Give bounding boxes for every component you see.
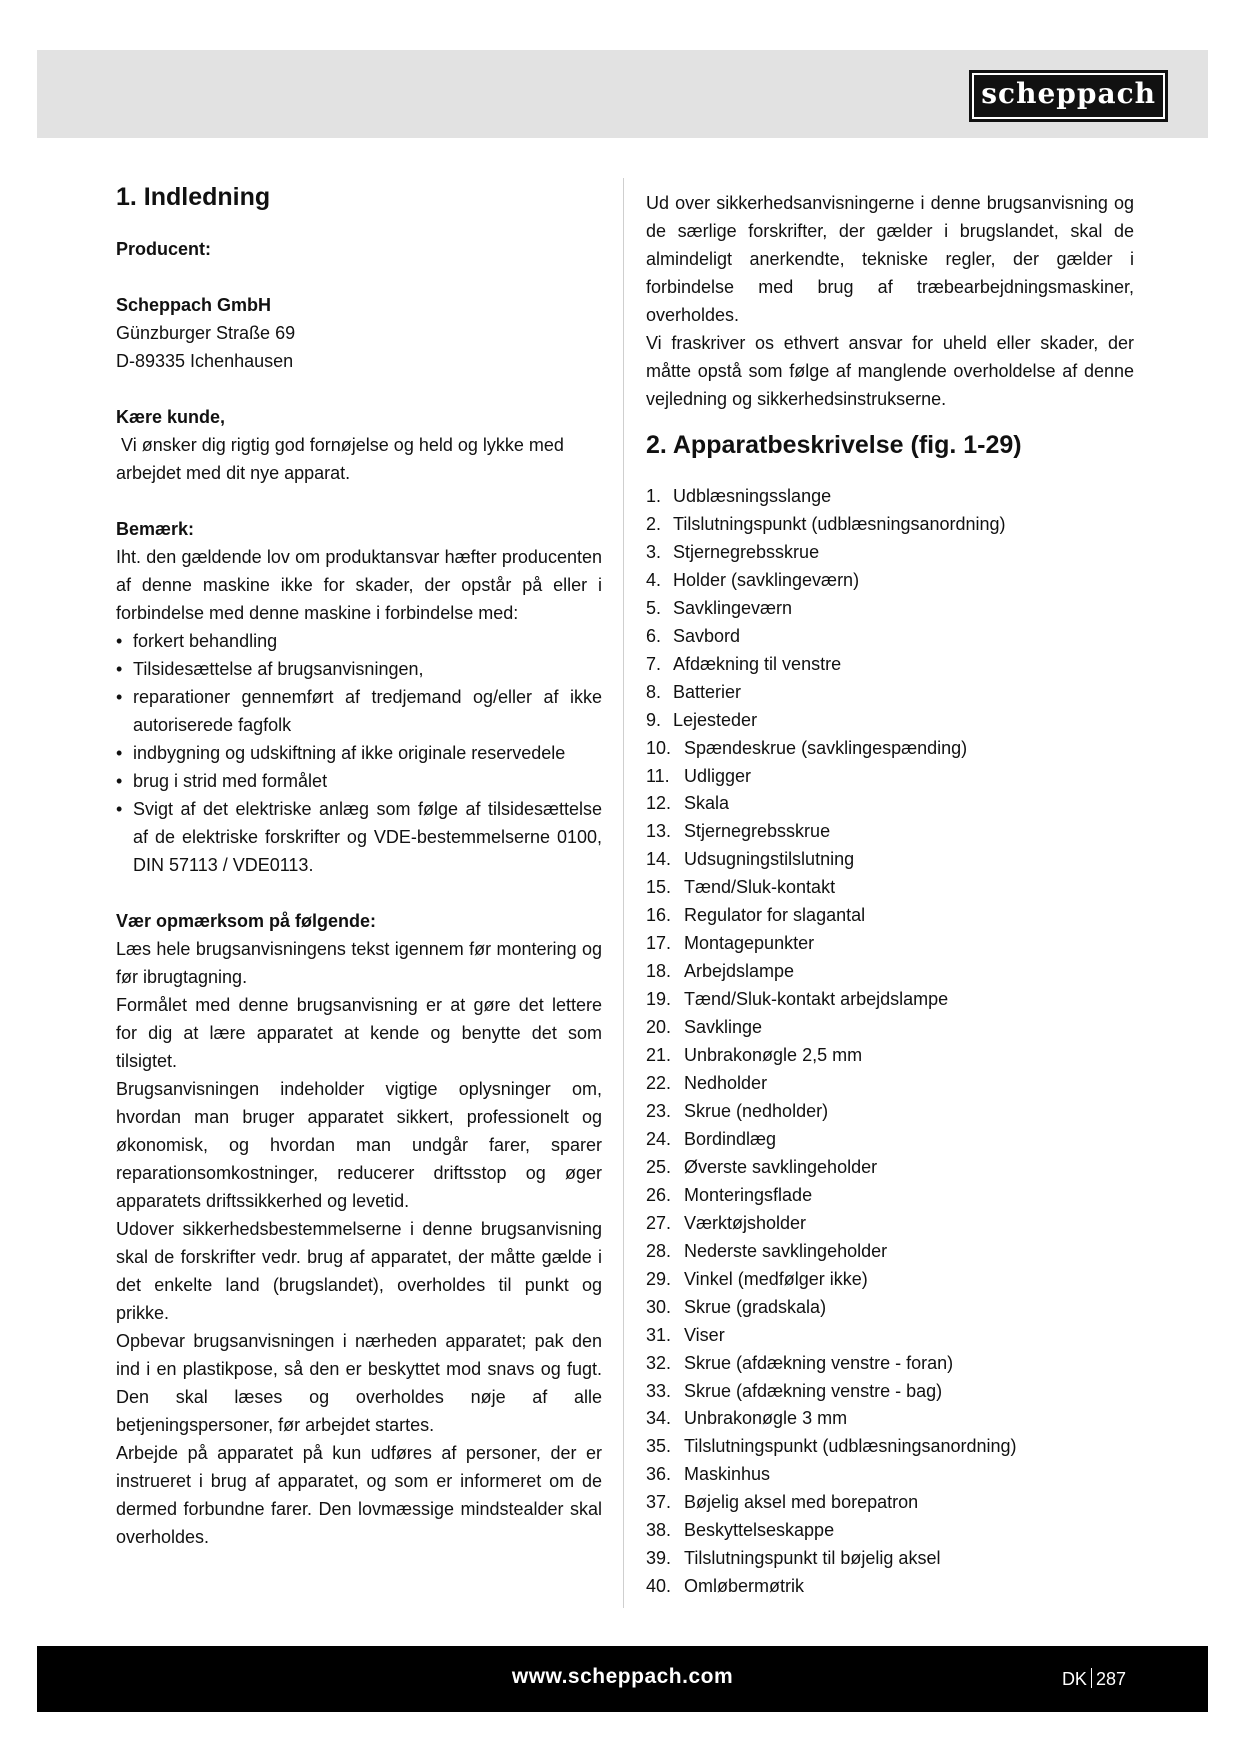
part-label: Bøjelig aksel med borepatron	[684, 1492, 919, 1513]
part-label: Savklingeværn	[673, 597, 793, 618]
paragraph: Læs hele brugsanvisningens tekst igennem før montering og før ibrugtagning.	[116, 939, 602, 987]
part-number: 39.	[646, 1548, 672, 1569]
part-number: 38.	[646, 1520, 672, 1541]
list-item: • Tilsidesættelse af brugsanvisningen,	[116, 655, 602, 683]
liability-list	[116, 627, 602, 879]
part-label: Beskyttelseskappe	[684, 1520, 835, 1541]
section-title-introduction: 1. Indledning	[116, 183, 271, 211]
part-label: Tilslutningspunkt (udblæsningsanordning)	[673, 513, 1006, 534]
list-item: • reparationer gennemført af tredjemand og/eller af ikke autoriserede fagfolk	[116, 683, 602, 739]
part-label: Viser	[684, 1324, 725, 1345]
list-item	[646, 1098, 1134, 1126]
part-label: Udsugningstilslutning	[684, 849, 855, 870]
part-label: Unbrakonøgle 3 mm	[684, 1408, 848, 1429]
part-label: Montagepunkter	[684, 933, 815, 954]
list-item	[646, 1266, 1134, 1294]
part-number: 12.	[646, 793, 672, 814]
part-label: Udblæsningsslange	[673, 486, 832, 506]
page-header	[37, 50, 1208, 138]
part-number: 25.	[646, 1156, 672, 1177]
part-number: 20.	[646, 1017, 672, 1038]
part-label: Afdækning til venstre	[673, 653, 842, 674]
part-number: 17.	[646, 933, 672, 954]
scheppach-logo: scheppach	[969, 70, 1168, 122]
list-item	[646, 679, 1134, 707]
part-number: 18.	[646, 961, 672, 982]
company-name: Scheppach GmbH	[116, 295, 272, 315]
part-label: Skrue (nedholder)	[684, 1100, 829, 1121]
greeting: Kære kunde,	[116, 407, 226, 427]
part-label: Bordindlæg	[684, 1128, 777, 1149]
part-number: 9.	[646, 709, 662, 730]
part-label: Øverste savklingeholder	[684, 1156, 878, 1177]
part-number: 24.	[646, 1128, 672, 1149]
part-label: Tænd/Sluk-kontakt	[684, 877, 836, 898]
part-number: 23.	[646, 1100, 672, 1121]
list-item	[646, 1489, 1134, 1517]
part-label: Skrue (afdækning venstre - foran)	[684, 1352, 954, 1373]
paragraph: Brugsanvisningen indeholder vigtige oplysninger om, hvordan man bruger apparatet sikkert, professionelt og økonomisk, og hvordan man undgår farer, sparer reparationsomkostninger, reducerer driftsstop og øger apparatets driftssikkerhed og levetid.	[116, 1079, 602, 1211]
list-item	[646, 1378, 1134, 1406]
part-label: Savbord	[673, 625, 741, 646]
list-item	[646, 595, 1134, 623]
part-number: 7.	[646, 653, 662, 674]
list-item	[646, 651, 1134, 679]
part-label: Nederste savklingeholder	[684, 1240, 888, 1261]
part-label: Udligger	[684, 765, 752, 786]
part-number: 19.	[646, 989, 672, 1010]
paragraph: Arbejde på apparatet på kun udføres af personer, der er instrueret i brug af apparatet, og som er informeret om de dermed forbundne farer. Den lovmæssige mindstealder skal overholdes.	[116, 1443, 602, 1547]
part-number: 21.	[646, 1045, 672, 1066]
part-label: Holder (savklingeværn)	[673, 569, 860, 590]
part-label: Skrue (gradskala)	[684, 1296, 827, 1317]
attention-label: Vær opmærksom på følgende:	[116, 911, 377, 931]
part-label: Arbejdslampe	[684, 961, 795, 982]
paragraph: Udover sikkerhedsbestemmelserne i denne brugsanvisning skal de forskrifter vedr. brug af apparatet, der måtte gælde i det enkelte land (brugslandet), overholdes til punkt og prikke.	[116, 1219, 602, 1323]
part-number: 2.	[646, 513, 662, 534]
list-item	[646, 1154, 1134, 1182]
list-item	[646, 1294, 1134, 1322]
part-label: Batterier	[673, 681, 742, 702]
part-number: 33.	[646, 1380, 672, 1401]
part-label: Vinkel (medfølger ikke)	[684, 1268, 868, 1289]
company-city: D-89335 Ichenhausen	[116, 351, 294, 371]
part-number: 31.	[646, 1324, 672, 1345]
list-item	[646, 539, 1134, 567]
right-column	[646, 177, 1134, 1601]
list-item	[646, 1126, 1134, 1154]
producer-label: Producent:	[116, 239, 212, 259]
part-label: Maskinhus	[684, 1464, 771, 1485]
part-number: 27.	[646, 1212, 672, 1233]
list-item	[646, 511, 1134, 539]
part-number: 8.	[646, 681, 662, 702]
part-number: 15.	[646, 877, 672, 898]
part-label: Værktøjsholder	[684, 1212, 807, 1233]
parts-list	[646, 483, 1134, 1601]
paragraph: Formålet med denne brugsanvisning er at gøre det lettere for dig at lære apparatet at kende og benytte det som tilsigtet.	[116, 995, 602, 1071]
part-number: 6.	[646, 625, 662, 646]
part-label: Lejesteder	[673, 709, 758, 730]
part-label: Omløbermøtrik	[684, 1576, 804, 1597]
list-item	[646, 1461, 1134, 1489]
part-number: 35.	[646, 1436, 672, 1457]
greeting-text: Vi ønsker dig rigtig god fornøjelse og held og lykke med arbejdet med dit nye apparat.	[116, 435, 569, 483]
part-label: Skrue (afdækning venstre - bag)	[684, 1380, 943, 1401]
part-label: Tilslutningspunkt til bøjelig aksel	[684, 1548, 941, 1569]
list-item	[646, 1405, 1134, 1433]
list-item	[646, 1433, 1134, 1461]
part-number: 30.	[646, 1296, 672, 1317]
part-number: 28.	[646, 1240, 672, 1261]
company-street: Günzburger Straße 69	[116, 323, 296, 343]
part-label: Skala	[684, 793, 730, 814]
list-item	[646, 874, 1134, 902]
part-number: 22.	[646, 1073, 672, 1094]
page-footer	[37, 1646, 1208, 1712]
list-item	[646, 1322, 1134, 1350]
part-number: 34.	[646, 1408, 672, 1429]
list-item	[646, 1517, 1134, 1545]
list-item	[646, 818, 1134, 846]
list-item	[646, 1014, 1134, 1042]
section-title-device-description: 2. Apparatbeskrivelse (fig. 1-29)	[646, 431, 1022, 459]
part-number: 32.	[646, 1352, 672, 1373]
list-item	[646, 567, 1134, 595]
part-number: 11.	[646, 765, 670, 786]
part-number: 36.	[646, 1464, 672, 1485]
part-label: Spændeskrue (savklingespænding)	[684, 737, 968, 758]
list-item	[646, 1350, 1134, 1378]
list-item	[646, 763, 1134, 791]
part-number: 13.	[646, 821, 672, 842]
list-item	[646, 930, 1134, 958]
page-number-value: 287	[1095, 1669, 1126, 1689]
paragraph: Opbevar brugsanvisningen i nærheden apparatet; pak den ind i en plastikpose, så den er beskyttet mod snavs og fugt. Den skal læses og overholdes nøje af alle betjeningspersoner, før arbejdet startes.	[116, 1331, 602, 1435]
left-column	[116, 177, 602, 1551]
footer-url: www.scheppach.com	[511, 1665, 734, 1688]
list-item	[646, 790, 1134, 818]
part-label: Tilslutningspunkt (udblæsningsanordning)	[684, 1436, 1017, 1457]
column-divider	[623, 178, 624, 1608]
part-label: Tænd/Sluk-kontakt arbejdslampe	[684, 989, 949, 1010]
part-label: Savklinge	[684, 1017, 763, 1038]
list-item: • forkert behandling	[116, 627, 602, 655]
part-number: 29.	[646, 1268, 672, 1289]
list-item	[646, 1210, 1134, 1238]
part-number: 14.	[646, 849, 672, 870]
part-number: 37.	[646, 1492, 672, 1513]
part-label: Monteringsflade	[684, 1184, 813, 1205]
part-label: Regulator for slagantal	[684, 905, 866, 926]
list-item	[646, 986, 1134, 1014]
part-number: 40.	[646, 1576, 672, 1597]
note-text: Iht. den gældende lov om produktansvar hæfter producenten af denne maskine ikke for skader, der opstår på eller i forbindelse med denne maskine i forbindelse med:	[116, 547, 602, 623]
part-label: Stjernegrebsskrue	[684, 821, 831, 842]
list-item: • indbygning og udskiftning af ikke originale reservedele	[116, 739, 602, 767]
list-item	[646, 623, 1134, 651]
part-number: 1.	[646, 486, 662, 506]
list-item	[646, 902, 1134, 930]
paragraph: Ud over sikkerhedsanvisningerne i denne brugsanvisning og de særlige forskrifter, der gælder i brugslandet, skal de almindeligt anerkendte, tekniske regler, der gælder i forbindelse med brug af træbearbejdningsmaskiner, overholdes.	[646, 193, 1134, 325]
note-label: Bemærk:	[116, 519, 195, 539]
part-number: 4.	[646, 569, 662, 590]
list-item	[646, 483, 1134, 511]
list-item	[646, 735, 1134, 763]
list-item	[646, 1573, 1134, 1601]
part-number: 10.	[646, 737, 672, 758]
separator	[1091, 1668, 1092, 1688]
list-item	[646, 958, 1134, 986]
list-item	[646, 846, 1134, 874]
list-item: • Svigt af det elektriske anlæg som følge af tilsidesættelse af de elektriske forskrifter og VDE-bestemmelserne 0100, DIN 57113 / VDE0113.	[116, 795, 602, 879]
part-number: 5.	[646, 597, 662, 618]
language-code: DK	[1061, 1669, 1087, 1689]
part-number: 16.	[646, 905, 672, 926]
page-number	[1062, 1668, 1126, 1690]
part-label: Unbrakonøgle 2,5 mm	[684, 1045, 863, 1066]
list-item: • brug i strid med formålet	[116, 767, 602, 795]
part-label: Stjernegrebsskrue	[673, 541, 820, 562]
part-number: 26.	[646, 1184, 672, 1205]
list-item	[646, 707, 1134, 735]
paragraph: Vi fraskriver os ethvert ansvar for uheld eller skader, der måtte opstå som følge af manglende overholdelse af denne vejledning og sikkerhedsinstrukserne.	[646, 333, 1134, 409]
list-item	[646, 1545, 1134, 1573]
list-item	[646, 1238, 1134, 1266]
part-label: Nedholder	[684, 1073, 768, 1094]
list-item	[646, 1070, 1134, 1098]
part-number: 3.	[646, 541, 662, 562]
list-item	[646, 1042, 1134, 1070]
list-item	[646, 1182, 1134, 1210]
